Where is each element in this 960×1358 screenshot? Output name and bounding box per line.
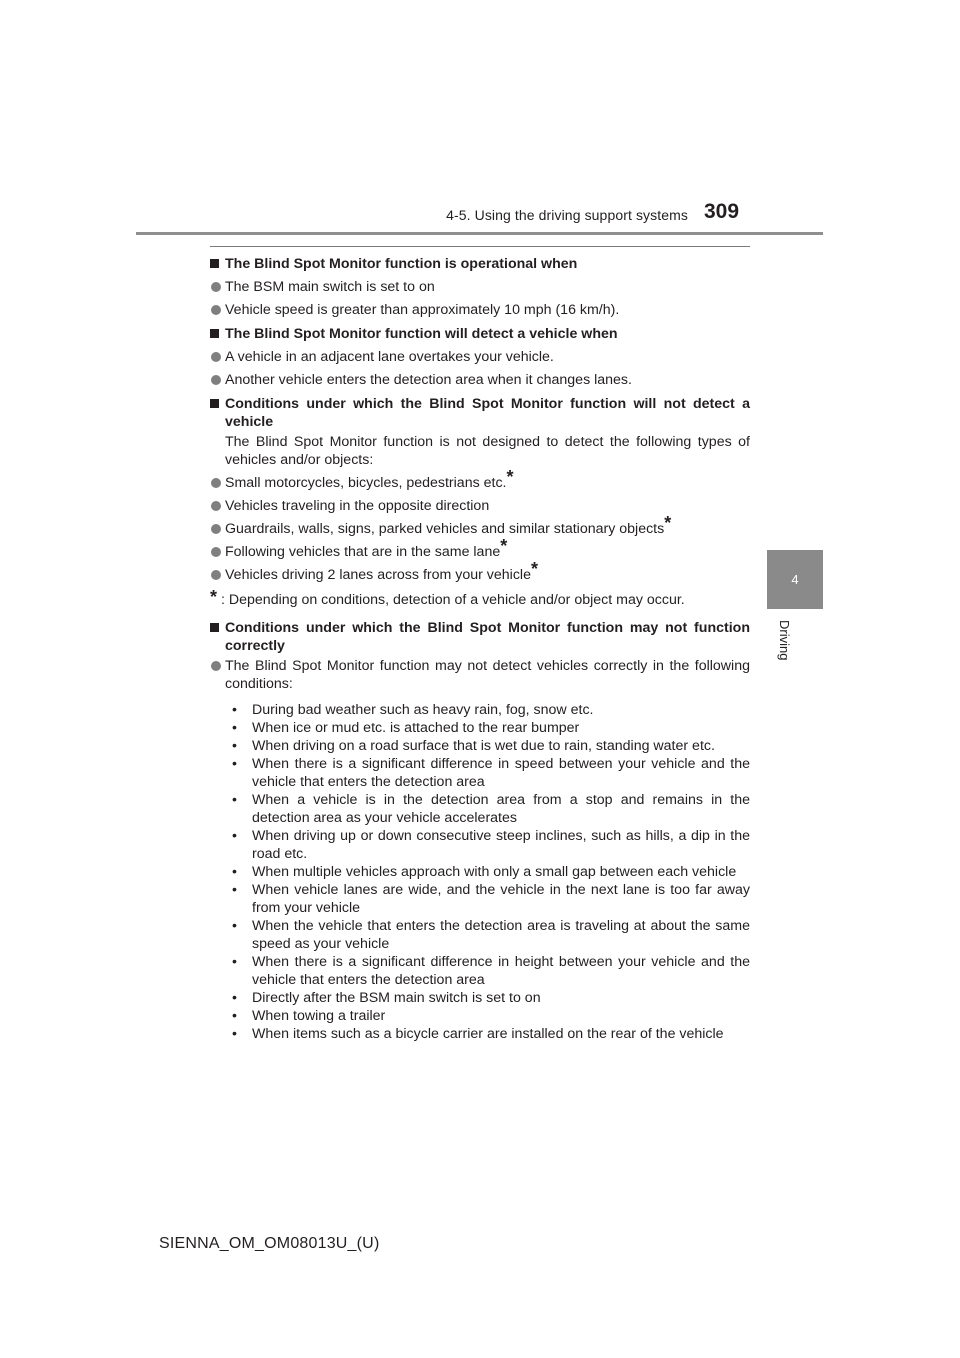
condition-item: • When driving on a road surface that is wet due to rain, standing water etc.: [232, 738, 715, 754]
list-item: Small motorcycles, bicycles, pedestrians etc.*: [210, 474, 750, 492]
circle-bullet-icon: [211, 305, 221, 315]
list-item: Guardrails, walls, signs, parked vehicles and similar stationary objects*: [210, 520, 750, 538]
list-item: Vehicles driving 2 lanes across from your vehicle*: [210, 566, 750, 584]
square-bullet-icon: [210, 259, 219, 268]
chapter-number: 4: [791, 572, 799, 587]
circle-bullet-icon: [211, 547, 221, 557]
list-item: Following vehicles that are in the same lane*: [210, 543, 750, 561]
footnote: * : Depending on conditions, detection of a vehicle and/or object may occur.: [210, 587, 685, 608]
condition-item: • When multiple vehicles approach with only a small gap between each vehicle: [232, 864, 737, 880]
section-heading: Conditions under which the Blind Spot Monitor function will not detect a vehicle: [210, 395, 750, 431]
condition-item: • When there is a significant difference in speed between your vehicle and the vehicle that enters the detection area: [232, 756, 750, 790]
square-bullet-icon: [210, 329, 219, 338]
list-item: The Blind Spot Monitor function may not detect vehicles correctly in the following conditions:: [210, 657, 750, 693]
circle-bullet-icon: [211, 282, 221, 292]
asterisk-mark: *: [506, 467, 514, 487]
circle-bullet-icon: [211, 478, 221, 488]
condition-item: • When towing a trailer: [232, 1008, 386, 1024]
page-number: 309: [704, 200, 740, 223]
condition-item: • When ice or mud etc. is attached to the rear bumper: [232, 720, 580, 736]
section-intro: The Blind Spot Monitor function is not designed to detect the following types of vehicles and/or objects:: [225, 434, 750, 468]
condition-item: • When the vehicle that enters the detection area is traveling at about the same speed as your vehicle: [232, 918, 750, 952]
chapter-tab: [767, 550, 823, 609]
asterisk-mark: *: [530, 559, 538, 579]
circle-bullet-icon: [211, 501, 221, 511]
square-bullet-icon: [210, 623, 219, 632]
asterisk-mark: *: [500, 536, 508, 556]
condition-item: • When there is a significant difference in height between your vehicle and the vehicle that enters the detection area: [232, 954, 750, 988]
condition-item: • Directly after the BSM main switch is set to on: [232, 990, 541, 1006]
list-item: Vehicle speed is greater than approximately 10 mph (16 km/h).: [210, 301, 750, 319]
content-divider: [210, 246, 750, 247]
header-divider: [136, 232, 823, 235]
circle-bullet-icon: [211, 524, 221, 534]
section-title: 4-5. Using the driving support systems: [446, 207, 688, 223]
condition-item: • During bad weather such as heavy rain, fog, snow etc.: [232, 702, 594, 718]
square-bullet-icon: [210, 399, 219, 408]
document-code: SIENNA_OM_OM08013U_(U): [159, 1235, 380, 1252]
list-item: Vehicles traveling in the opposite direction: [210, 497, 750, 515]
condition-item: • When items such as a bicycle carrier are installed on the rear of the vehicle: [232, 1026, 724, 1042]
circle-bullet-icon: [211, 352, 221, 362]
circle-bullet-icon: [211, 570, 221, 580]
condition-item: • When a vehicle is in the detection area from a stop and remains in the detection area as your vehicle accelerates: [232, 792, 750, 826]
section-heading: The Blind Spot Monitor function will detect a vehicle when: [210, 325, 750, 343]
section-heading: Conditions under which the Blind Spot Monitor function may not function correctly: [210, 619, 750, 655]
condition-list: [210, 701, 750, 1043]
asterisk-mark: *: [664, 513, 672, 533]
chapter-label: Driving: [777, 620, 792, 661]
list-item: Another vehicle enters the detection area when it changes lanes.: [210, 371, 750, 389]
circle-bullet-icon: [211, 661, 221, 671]
condition-item: • When driving up or down consecutive steep inclines, such as hills, a dip in the road etc.: [232, 828, 750, 862]
page-content: [210, 255, 750, 1043]
section-heading: The Blind Spot Monitor function is operational when: [210, 255, 750, 273]
list-item: The BSM main switch is set to on: [210, 278, 750, 296]
list-item: A vehicle in an adjacent lane overtakes your vehicle.: [210, 348, 750, 366]
circle-bullet-icon: [211, 375, 221, 385]
condition-item: • When vehicle lanes are wide, and the vehicle in the next lane is too far away from your vehicle: [232, 882, 750, 916]
